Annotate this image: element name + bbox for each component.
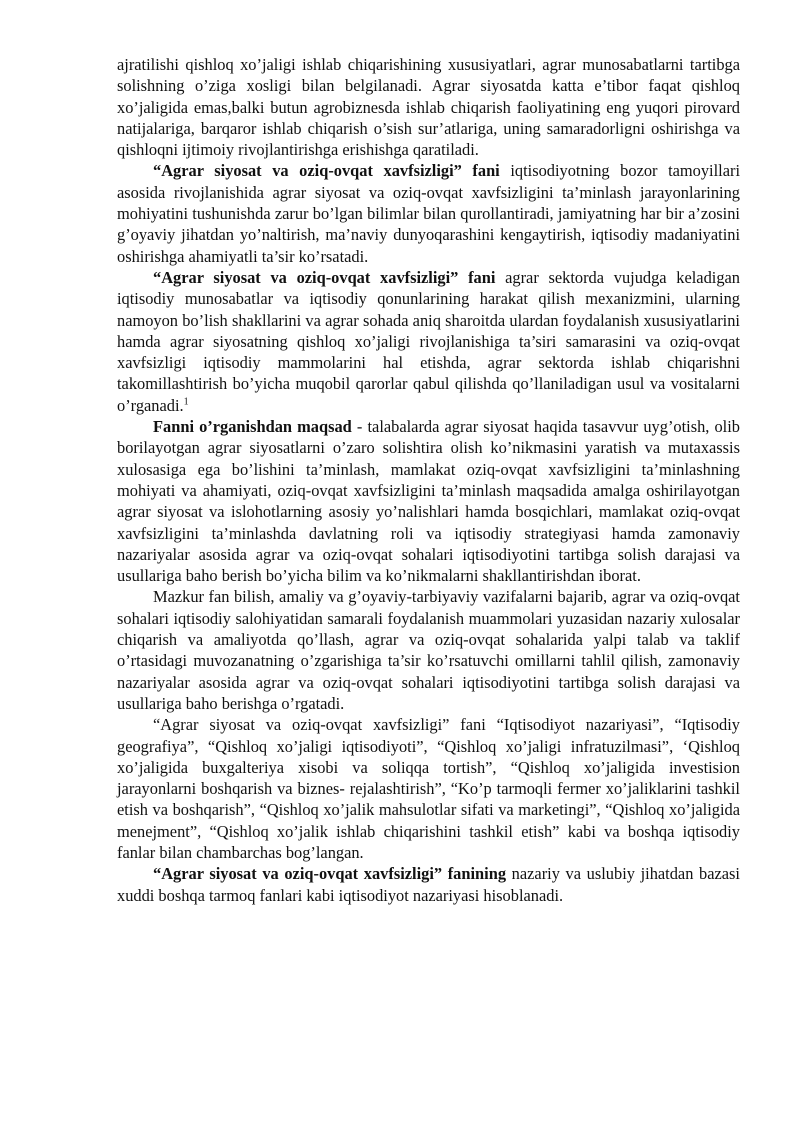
paragraph-1 [117,54,740,160]
paragraph-2-text: iqtisodiyotning bozor tamoyillari asosida rivojlanishida agrar siyosat va oziq-ovqat xavfsizligini ta’minlash jarayonlarining mohiyatini tushunishda zarur bo’lgan bilimlar bilan qurollantiradi, jamiyatning har bir a’zosini g’oyaviy jihatdan yo’naltirish, ma’naviy dunyoqarashini kengaytirish, iqtisodiy madaniyatini oshirishga ahamiyatli ta’sir ko’rsatadi. [117,161,741,266]
document-page [117,54,740,906]
paragraph-2-bold: “Agrar siyosat va oziq-ovqat xavfsizligi” fani [153,161,500,181]
paragraph-5-text: Mazkur fan bilish, amaliy va g’oyaviy-tarbiyaviy vazifalarni bajarib, agrar va oziq-ovqat sohalari iqtisodiy salohiyatidan samarali foydalanish muammolari yuzasidan nazariy xulosalar chiqarish va amaliyotda qo’llash, agrar va oziq-ovqat sohalarida yalpi talab va taklif o’rtasidagi muvozanatning o’zgarishiga ta’sir ko’rsatuvchi omillarni tahlil qilish, zamonaviy nazariyalar asosida agrar va oziq-ovqat sohalari iqtisodiyotini tartibga solish darajasi va usullariga baho berishga o’rgatadi. [117,587,740,713]
paragraph-4-text: - talabalarda agrar siyosat haqida tasavvur uyg’otish, olib borilayotgan agrar siyosatlarni o’zaro solishtira olish ko’nikmasini yaratish va mutaxassis xulosasiga ega bo’lishini ta’minlash, mamlakat oziq-ovqat xavfsizligini ta’minlashning mohiyati va ahamiyati, oziq-ovqat xavfsizligini ta’minlash maqsadida amalga oshirilayotgan agrar siyosat va islohotlarning asosiy yo’nalishlari hamda bosqichlari, mamlakat oziq-ovqat xavfsizligini ta’minlashda davlatning roli va iqtisodiy strategiyasi hamda zamonaviy nazariyalar asosida agrar va oziq-ovqat sohalari iqtisodiyotini tartibga solish darajasi va usullariga baho berish bo’yicha bilim va ko’nikmalarni shakllantirishdan iborat. [117,417,740,586]
paragraph-7-text: nazariy va uslubiy jihatdan bazasi xuddi boshqa tarmoq fanlari kabi iqtisodiyot nazariyasi hisoblanadi. [117,864,740,905]
paragraph-7 [117,863,740,906]
paragraph-6-text: “Agrar siyosat va oziq-ovqat xavfsizligi” fani “Iqtisodiyot nazariyasi”, “Iqtisodiy geografiya”, “Qishloq xo’jaligi iqtisodiyoti”, “Qishloq xo’jaligi infratuzilmasi”, ‘Qishloq xo’jaligida buxgalteriya xisobi va soliqqa tortish”, “Qishloq xo’jaligida investision jarayonlarni boshqarish va biznes- rejalashtirish”, “Ko’p tarmoqli fermer xo’jaliklarini tashkil etish va boshqarish”, “Qishloq xo’jalik mahsulotlar sifati va marketingi”, “Qishloq xo’jaligida menejment”, “Qishloq xo’jalik ishlab chiqarishini tashkil etish” kabi va boshqa iqtisodiy fanlar bilan chambarchas bog’langan. [117,715,740,862]
paragraph-3 [117,267,740,416]
paragraph-4-bold: Fanni o’rganishdan maqsad [153,417,352,437]
paragraph-1-text: ajratilishi qishloq xo’jaligi ishlab chiqarishining xususiyatlari, agrar munosabatlarni tartibga solishning o’ziga xosligi bilan belgilanadi. Agrar siyosatda katta e’tibor faqat qishloq xo’jaligida emas,balki butun agrobiznesda ishlab chiqarish faoliyatining eng yuqori pirovard natijalariga, barqaror ishlab chiqarish o’sish sur’atlariga, uning samaradorligni oshirishga va qishloqni ijtimoiy rivojlantirishga erishishga qaratiladi. [117,55,740,160]
paragraph-5 [117,586,740,714]
paragraph-4 [117,416,740,586]
footnote-marker[interactable]: 1 [183,396,189,408]
paragraph-3-text: agrar sektorda vujudga keladigan iqtisodiy munosabatlar va iqtisodiy qonunlarining harakat qilish mexanizmini, ularning namoyon bo’lish shakllarini va agrar sohada aniq sharoitda ulardan foydalanish xususiyatlarini hamda agrar siyosatning qishloq xo’jaligi rivojlanishiga ta’siri samarasini va oziq-ovqat xavfsizligi iqtisodiy mammolarini hal etishda, agrar sektorda ishlab chiqarishni takomillashtirish bo’yicha muqobil qarorlar qabul qilishda qo’llaniladigan usul va vositalarni o’rganadi. [117,267,740,415]
paragraph-2 [117,160,740,266]
paragraph-6 [117,714,740,863]
paragraph-7-bold: “Agrar siyosat va oziq-ovqat xavfsizligi” fanining [153,864,507,884]
paragraph-3-bold: “Agrar siyosat va oziq-ovqat xavfsizligi” fani [153,267,496,287]
